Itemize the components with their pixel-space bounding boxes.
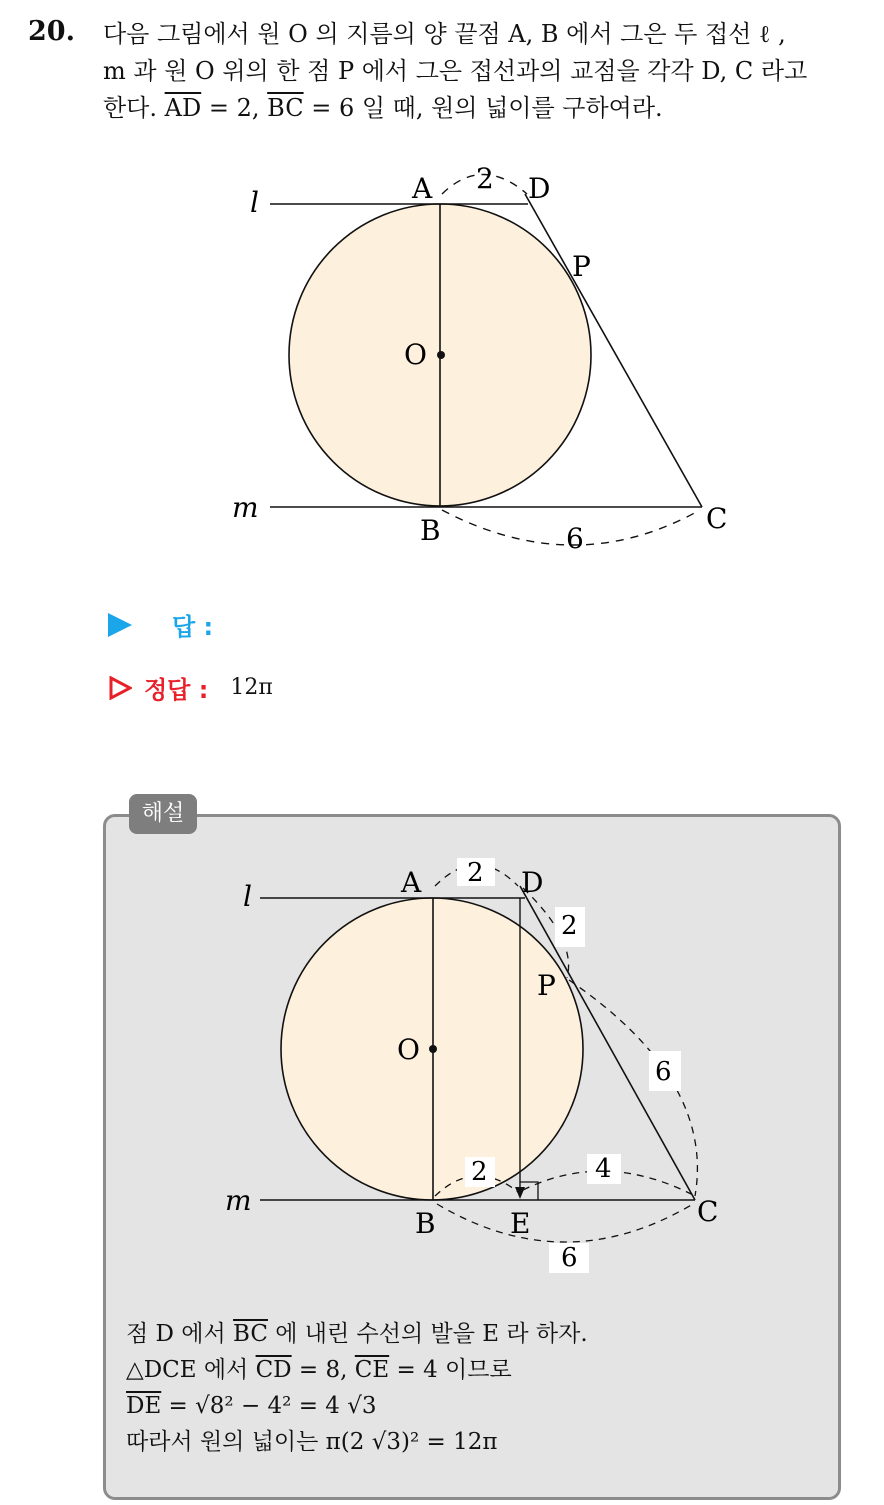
problem-line-1: 다음 그림에서 원 O 의 지름의 양 끝점 A, B 에서 그은 두 접선 ℓ ,	[103, 20, 786, 48]
outline-arrow-icon	[108, 676, 132, 700]
label-b: B	[420, 514, 441, 547]
segment-bc: $\overline{BC}$	[267, 94, 304, 122]
correct-answer-value: 12π	[230, 675, 273, 700]
segment-de: $\overline{DE}$	[126, 1393, 162, 1419]
label-a: A	[412, 172, 433, 205]
solution-line-4: 따라서 원의 넓이는 π(2 √3)² = 12π	[126, 1429, 498, 1455]
label-m: m	[232, 491, 259, 524]
correct-answer-label: 정답 :	[144, 676, 209, 704]
label-o: O	[397, 1033, 420, 1066]
dimension-arc-bc	[437, 1204, 693, 1242]
center-point	[429, 1045, 437, 1053]
segment-cd: $\overline{CD}$	[255, 1357, 292, 1383]
length-ad: 2	[467, 858, 484, 888]
segment-ad: $\overline{AD}$	[164, 94, 202, 122]
segment-ce: $\overline{CE}$	[354, 1357, 390, 1383]
problem-figure	[210, 150, 770, 560]
answer-row	[108, 607, 213, 642]
arrowhead-e	[515, 1187, 525, 1199]
length-dp: 2	[561, 911, 578, 941]
label-p: P	[537, 969, 556, 1002]
label-d: D	[521, 866, 544, 899]
label-c: C	[706, 502, 728, 535]
correct-answer-row	[108, 670, 273, 705]
label-l: l	[250, 186, 259, 219]
problem-text	[103, 16, 873, 127]
label-b: B	[415, 1207, 436, 1240]
length-ad: 2	[476, 162, 494, 195]
label-c: C	[697, 1195, 719, 1228]
solution-line-3: $\overline{DE} = √8^2 - 4^2 = 4$ √3	[126, 1393, 377, 1419]
problem-line-3: 한다. $\overline{AD} = 2$, $\overline{BC} = 6$ 일 때, 원의 넓이를 구하여라.	[103, 94, 663, 122]
label-a: A	[401, 866, 422, 899]
label-o: O	[404, 338, 427, 371]
solution-text	[126, 1316, 588, 1460]
solution-line-2: △DCE 에서 $\overline{CD} = 8$, $\overline{CE} = 4$ 이므로	[126, 1357, 512, 1383]
solution-line-1: 점 D 에서 $\overline{BC}$ 에 내린 수선의 발을 E 라 하자.	[126, 1321, 588, 1347]
label-e: E	[510, 1207, 531, 1240]
solution-figure	[205, 840, 745, 1280]
problem-number: 20.	[28, 16, 75, 47]
solid-arrow-icon	[108, 613, 132, 637]
length-be: 2	[471, 1157, 488, 1187]
solution-tag: 해설	[129, 794, 197, 834]
length-ec: 4	[595, 1154, 612, 1184]
center-point	[437, 351, 445, 359]
label-l: l	[243, 880, 252, 913]
length-bc: 6	[561, 1243, 578, 1273]
segment-bc: $\overline{BC}$	[233, 1321, 268, 1347]
label-m: m	[225, 1184, 252, 1217]
length-bc: 6	[566, 522, 584, 555]
problem-line-2: m 과 원 O 위의 한 점 P 에서 그은 접선과의 교점을 각각 D, C 라고	[103, 57, 808, 85]
length-pc: 6	[655, 1057, 672, 1087]
answer-label: 답 :	[172, 613, 214, 641]
label-d: D	[528, 172, 551, 205]
label-p: P	[572, 250, 591, 283]
